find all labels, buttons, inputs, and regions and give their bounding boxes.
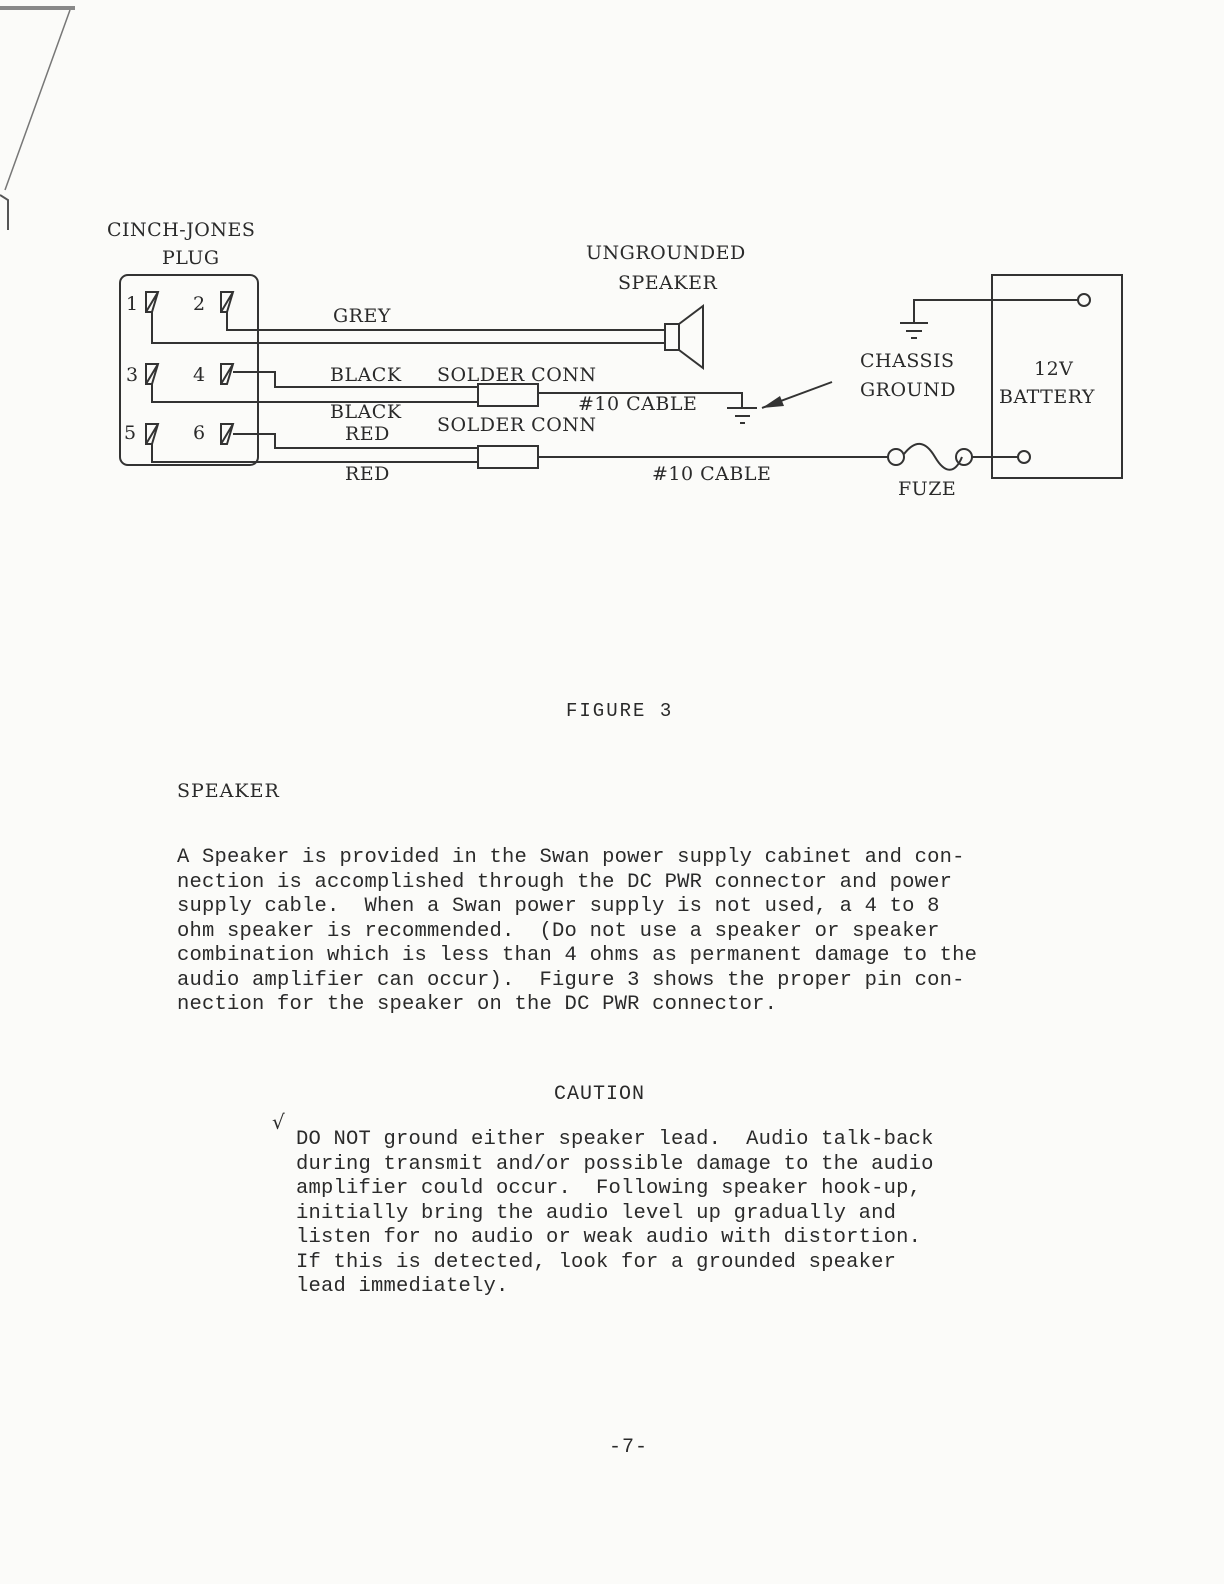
plug-label-line1: CINCH-JONES <box>107 219 256 241</box>
speaker-label-line2: SPEAKER <box>618 272 718 294</box>
label-fuze: FUZE <box>898 478 957 500</box>
label-red-bottom: RED <box>345 463 390 485</box>
grey-wire <box>227 312 665 330</box>
label-solder-conn-bottom: SOLDER CONN <box>437 414 597 436</box>
pin-3-label: 3 <box>126 364 139 386</box>
solder-conn-top-icon <box>478 384 538 406</box>
pin-glyphs <box>146 292 233 444</box>
battery-terminal-positive <box>1078 294 1090 306</box>
battery-terminal-negative <box>1018 451 1030 463</box>
label-red-top: RED <box>345 423 390 445</box>
fuze-icon <box>888 444 972 470</box>
solder-conn-bottom-icon <box>478 446 538 468</box>
figure-caption: FIGURE 3 <box>566 700 674 722</box>
speaker-icon <box>665 306 703 368</box>
label-black-bottom: BLACK <box>330 401 402 423</box>
page-number: -7- <box>609 1436 649 1459</box>
chassis-label-line1: CHASSIS <box>860 350 955 372</box>
caution-paragraph: DO NOT ground either speaker lead. Audio talk-back during transmit and/or possible damage to the audio amplifier could occur. Following speaker hook-up, initially bring the audio level up gradually and listen for no audio or weak audio with distortion. If this is detected, look for a grounded speaker lead immediately. <box>296 1128 934 1298</box>
label-solder-conn-top: SOLDER CONN <box>437 364 597 386</box>
ground-symbol-upper <box>900 323 928 338</box>
chassis-label-line2: GROUND <box>860 379 956 401</box>
pin-1-label: 1 <box>126 293 139 315</box>
red-wire-bottom <box>152 444 478 462</box>
chassis-arrowhead <box>762 396 784 408</box>
label-cable-top: #10 CABLE <box>578 393 698 415</box>
label-grey: GREY <box>333 305 391 327</box>
battery-label-line2: BATTERY <box>999 386 1095 408</box>
section-heading: SPEAKER <box>177 780 280 802</box>
label-cable-bottom: #10 CABLE <box>652 463 772 485</box>
pin-2-label: 2 <box>193 293 206 315</box>
caution-heading: CAUTION <box>554 1083 646 1106</box>
label-black-top: BLACK <box>330 364 402 386</box>
pin-6-label: 6 <box>193 422 206 444</box>
chassis-ground-wire <box>914 300 1078 323</box>
check-mark: √ <box>272 1110 285 1134</box>
pin-4-label: 4 <box>193 364 206 386</box>
wiring-diagram <box>0 0 1224 560</box>
battery-label-line1: 12V <box>1034 358 1074 380</box>
speaker-label-line1: UNGROUNDED <box>586 242 746 264</box>
pin-5-label: 5 <box>124 422 137 444</box>
grey-wire-return <box>152 312 665 343</box>
ground-symbol-lower <box>727 408 757 423</box>
body-paragraph: A Speaker is provided in the Swan power supply cabinet and con- nection is accomplished through the DC PWR connector and power supply cable. When a Swan power supply is not used, a 4 to 8 ohm speaker is recommended. (Do not use a speaker or speaker combination which is less than 4 ohms as permanent damage to the audio amplifier can occur). Figure 3 shows the proper pin con- nection for the speaker on the DC PWR connector. <box>177 846 978 1016</box>
plug-outline <box>120 275 258 465</box>
plug-label-line2: PLUG <box>162 247 220 269</box>
